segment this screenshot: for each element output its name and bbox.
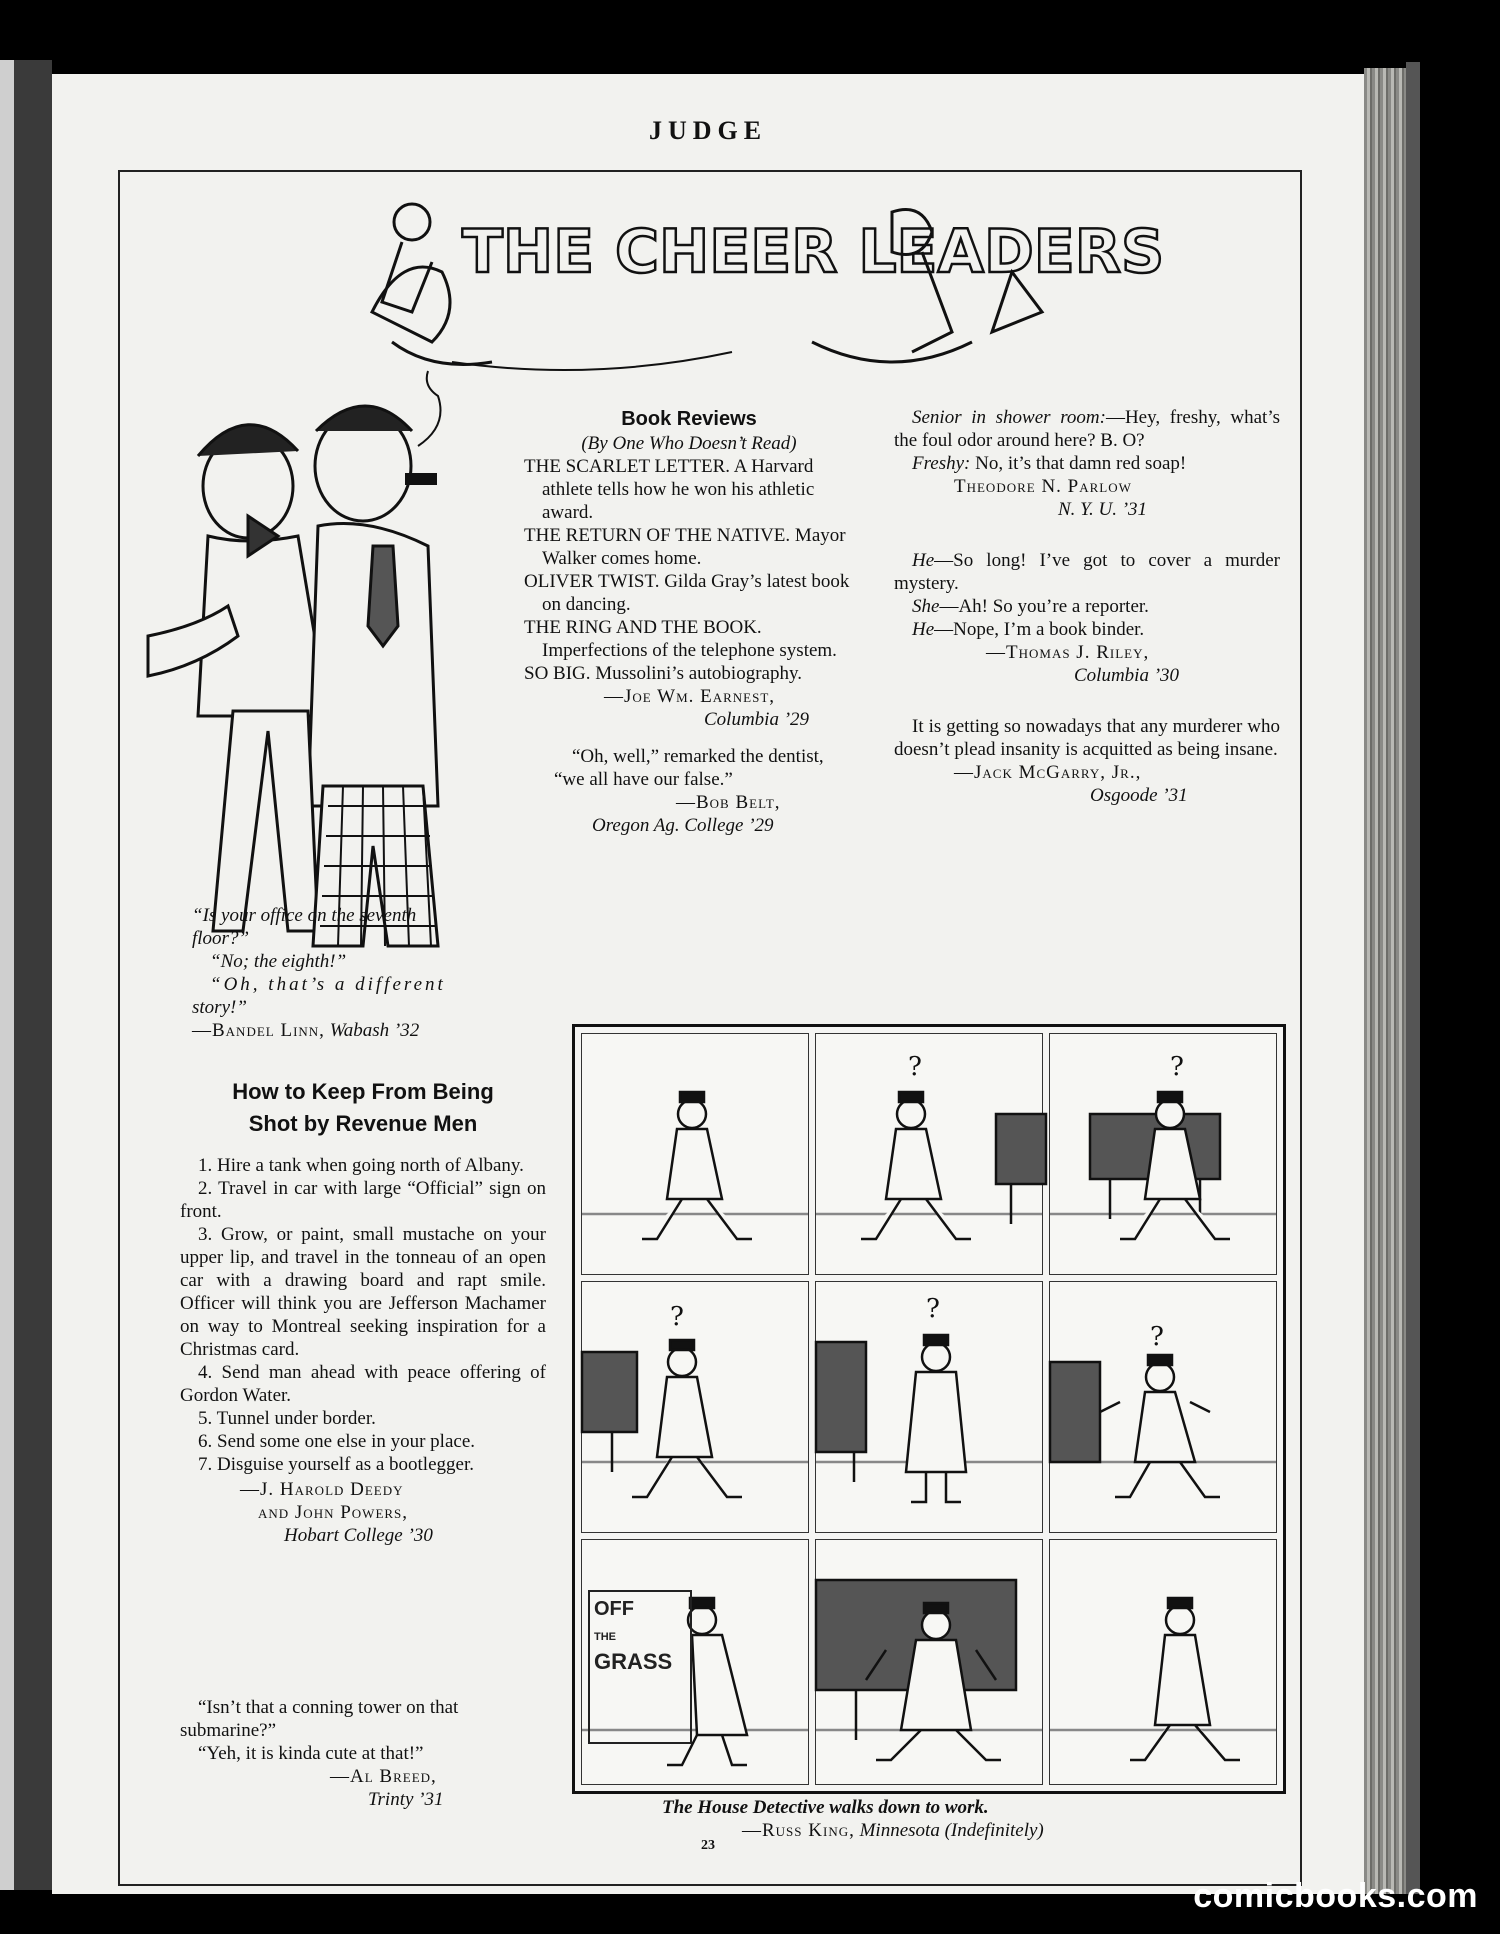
sign-text: THE [594,1631,616,1643]
list-item: 5. Tunnel under border. [198,1408,376,1429]
speaker: Freshy: [912,453,971,474]
shower-joke-reply [894,452,1280,475]
credit-school: Columbia ’30 [1074,665,1180,686]
article-credit [180,1478,546,1547]
speaker: She [912,596,940,617]
detective-figure-icon [1050,1540,1276,1784]
cartoon-illustration [138,386,518,966]
credit-school: Trinty ’31 [368,1789,444,1810]
review-entry [524,524,854,570]
book-cover-edge [1406,62,1420,1894]
running-head: JUDGE [648,116,768,145]
sign-text: OFF [594,1598,634,1620]
list-item: 4. Send man ahead with peace offering of Gordon Water. [180,1362,546,1406]
caption-credit [192,1019,532,1042]
credit-name: —Al Breed, [330,1766,437,1787]
comic-panel: ? [1049,1281,1277,1533]
right-column [894,406,1280,807]
comic-caption [662,1796,1282,1842]
credit-school: N. Y. U. ’31 [1058,499,1148,520]
detective-figure-icon [816,1034,1042,1274]
dialogue: —Nope, I’m a book binder. [934,619,1145,640]
page-number: 23 [701,1838,715,1853]
book-gutter-left [0,60,14,1890]
dentist-joke: “Oh, well,” remarked the dentist, “we all have our false.” [554,746,824,790]
detective-figure-icon [1050,1282,1276,1532]
credit-name: —Bob Belt, [676,792,781,813]
book-reviews-subtitle: (By One Who Doesn’t Read) [581,433,797,454]
speaker: Senior in shower room: [912,407,1106,428]
list-item: 6. Send some one else in your place. [198,1431,476,1452]
credit-name: and John Powers, [258,1502,409,1523]
joke-line: “Yeh, it is kinda cute at that!” [198,1743,424,1764]
speaker: He [912,619,935,640]
comic-panel [1049,1539,1277,1785]
credit-school: Osgoode ’31 [1090,785,1188,806]
site-watermark: comicbooks.com [1193,1877,1478,1915]
caption-line: “Is your office on the seventh [192,905,417,926]
cartoon-caption [192,904,532,1042]
comic-panel [581,1033,809,1275]
caption-line: “No; the eighth!” [210,951,347,972]
list-item: 2. Travel in car with large “Official” sign on front. [180,1178,546,1222]
credit-school: Minnesota (Indefinitely) [859,1820,1044,1841]
credit-name: —J. Harold Deedy [240,1479,404,1500]
review-text: Mussolini’s autobiography. [595,663,802,684]
caption-line: “Oh, that’s a different [210,974,446,995]
credit-school: Hobart College ’30 [284,1525,433,1546]
reporter-joke-line [894,595,1280,618]
reporter-joke-line [894,618,1280,641]
article-title-line: How to Keep From Being [232,1079,494,1104]
credit-school: Columbia ’29 [704,709,810,730]
list-item: 3. Grow, or paint, small mustache on your upper lip, and travel in the tonneau of an open car with a drawing board and rapt smile. Officer will think you are Jefferson Machamer on way to Montreal seeking inspiration for a Christmas card. [180,1224,546,1360]
review-book: THE RETURN OF THE NATIVE. [524,525,791,546]
credit-name: —Bandel Linn, [192,1020,325,1041]
submarine-joke [180,1696,546,1811]
list-item: 7. Disguise yourself as a bootlegger. [198,1454,474,1475]
list-item: 1. Hire a tank when going north of Albany. [198,1155,524,1176]
comic-panel [581,1539,809,1785]
comic-strip [572,1024,1286,1794]
speaker: He [912,550,935,571]
detective-figure-icon [1050,1034,1276,1274]
detective-figure-icon [582,1282,808,1532]
joke-line: “Isn’t that a conning tower on that submarine?” [180,1697,459,1741]
detective-figure-icon [816,1540,1042,1784]
dialogue: —Hey, freshy, what’s the foul odor around here? B. O? [894,407,1280,451]
review-text: Gilda Gray’s latest book on dancing. [542,571,850,615]
credit-name: —Thomas J. Riley, [986,642,1150,663]
book-reviews-title: Book Reviews [621,408,757,430]
book-reviews [524,406,854,837]
caption-line: floor?” [192,928,250,949]
header-lettering: THE CHEER LEADERS [462,217,1165,287]
dialogue: —So long! I’ve got to cover a murder mystery. [894,550,1280,594]
caption-line: story!” [192,997,247,1018]
dialogue: —Ah! So you’re a reporter. [939,596,1149,617]
review-book: OLIVER TWIST. [524,571,660,592]
review-entry [524,616,854,662]
comic-panel: ? [815,1281,1043,1533]
review-text: Imperfections of the telephone system. [542,640,837,661]
insanity-joke: It is getting so nowadays that any murderer who doesn’t plead insanity is acquitted as being insane. [894,716,1280,760]
review-book: SO BIG. [524,663,591,684]
credit-name: —Joe Wm. Earnest, [604,686,776,707]
reporter-joke-line [894,549,1280,595]
review-book: THE SCARLET LETTER. [524,456,730,477]
detective-figure-icon [582,1034,808,1274]
revenue-article [180,1076,546,1547]
page-stack-edge [1364,68,1406,1894]
review-text: A Harvard athlete tells how he won his athletic award. [542,456,815,523]
credit-school: Oregon Ag. College ’29 [592,815,774,836]
review-text: Mayor Walker comes home. [542,525,846,569]
credit-name: Theodore N. Parlow [954,476,1132,497]
review-entry [524,662,854,685]
review-book: THE RING AND THE BOOK. [524,617,762,638]
credit-name: —Jack McGarry, Jr., [954,762,1142,783]
dialogue: No, it’s that damn red soap! [975,453,1187,474]
cheer-leaders-header-art [332,192,1165,392]
credit-name: —Russ King, [742,1820,855,1841]
comic-panel: ? [815,1033,1043,1275]
comic-panel [815,1539,1043,1785]
review-entry [524,570,854,616]
two-men-cartoon [138,386,518,966]
keep-off-grass-sign [588,1590,692,1744]
article-title [180,1076,546,1140]
magazine-page [52,74,1364,1894]
sign-text: GRASS [594,1649,673,1674]
review-entry [524,455,854,524]
comic-panel: ? [1049,1033,1277,1275]
caption-text: The House Detective walks down to work. [662,1797,989,1818]
article-list [180,1154,546,1476]
credit-school: Wabash ’32 [329,1020,420,1041]
cheer-leaders-illustration [332,192,1165,392]
comic-panel: ? [581,1281,809,1533]
article-title-line: Shot by Revenue Men [248,1111,478,1136]
shower-joke [894,406,1280,452]
